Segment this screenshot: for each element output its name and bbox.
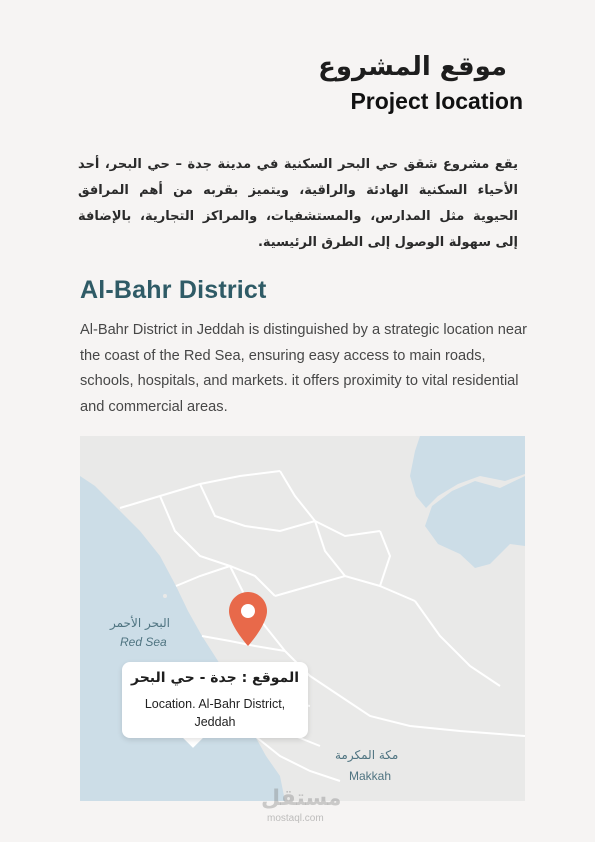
location-callout (122, 662, 308, 738)
district-description: Al-Bahr District in Jeddah is distinguished by a strategic location near the coast of the Red Sea, ensuring easy access to main roads, schools, hospitals, and markets. it offers proximity to vital residential and commercial areas. (80, 322, 527, 415)
district-title: Al-Bahr District (80, 276, 267, 304)
page-title-english: Project location (350, 88, 523, 114)
location-map (80, 436, 525, 801)
makkah-label-arabic: مكة المكرمة (335, 748, 399, 762)
map-gulf-water (410, 436, 525, 508)
watermark-english: mostaql.com (267, 813, 324, 824)
callout-text-english (122, 695, 308, 731)
red-sea-label-english: Red Sea (120, 635, 167, 649)
callout-line-1: Location. Al-Bahr District, (144, 697, 286, 711)
red-sea-label-arabic: البحر الأحمر (110, 616, 170, 630)
intro-paragraph-arabic: يقع مشروع شقق حي البحر السكنية في مدينة جدة – حي البحر، أحد الأحياء السكنية الهادئة والراقية، ويتميز بقربه من أهم المرافق الحيوية مثل المدارس، والمستشفيات، والمراكز التجارية، بالإضافة إلى سهولة الوصول إلى الطرق الرئيسية. (78, 157, 518, 250)
callout-line-2: Jeddah (194, 715, 236, 729)
makkah-label-english: Makkah (349, 769, 392, 783)
page-title-arabic: موقع المشروع (318, 52, 507, 82)
callout-title-arabic: الموقع : جدة - حي البحر (131, 670, 299, 686)
watermark-arabic: مستقل (261, 786, 342, 811)
